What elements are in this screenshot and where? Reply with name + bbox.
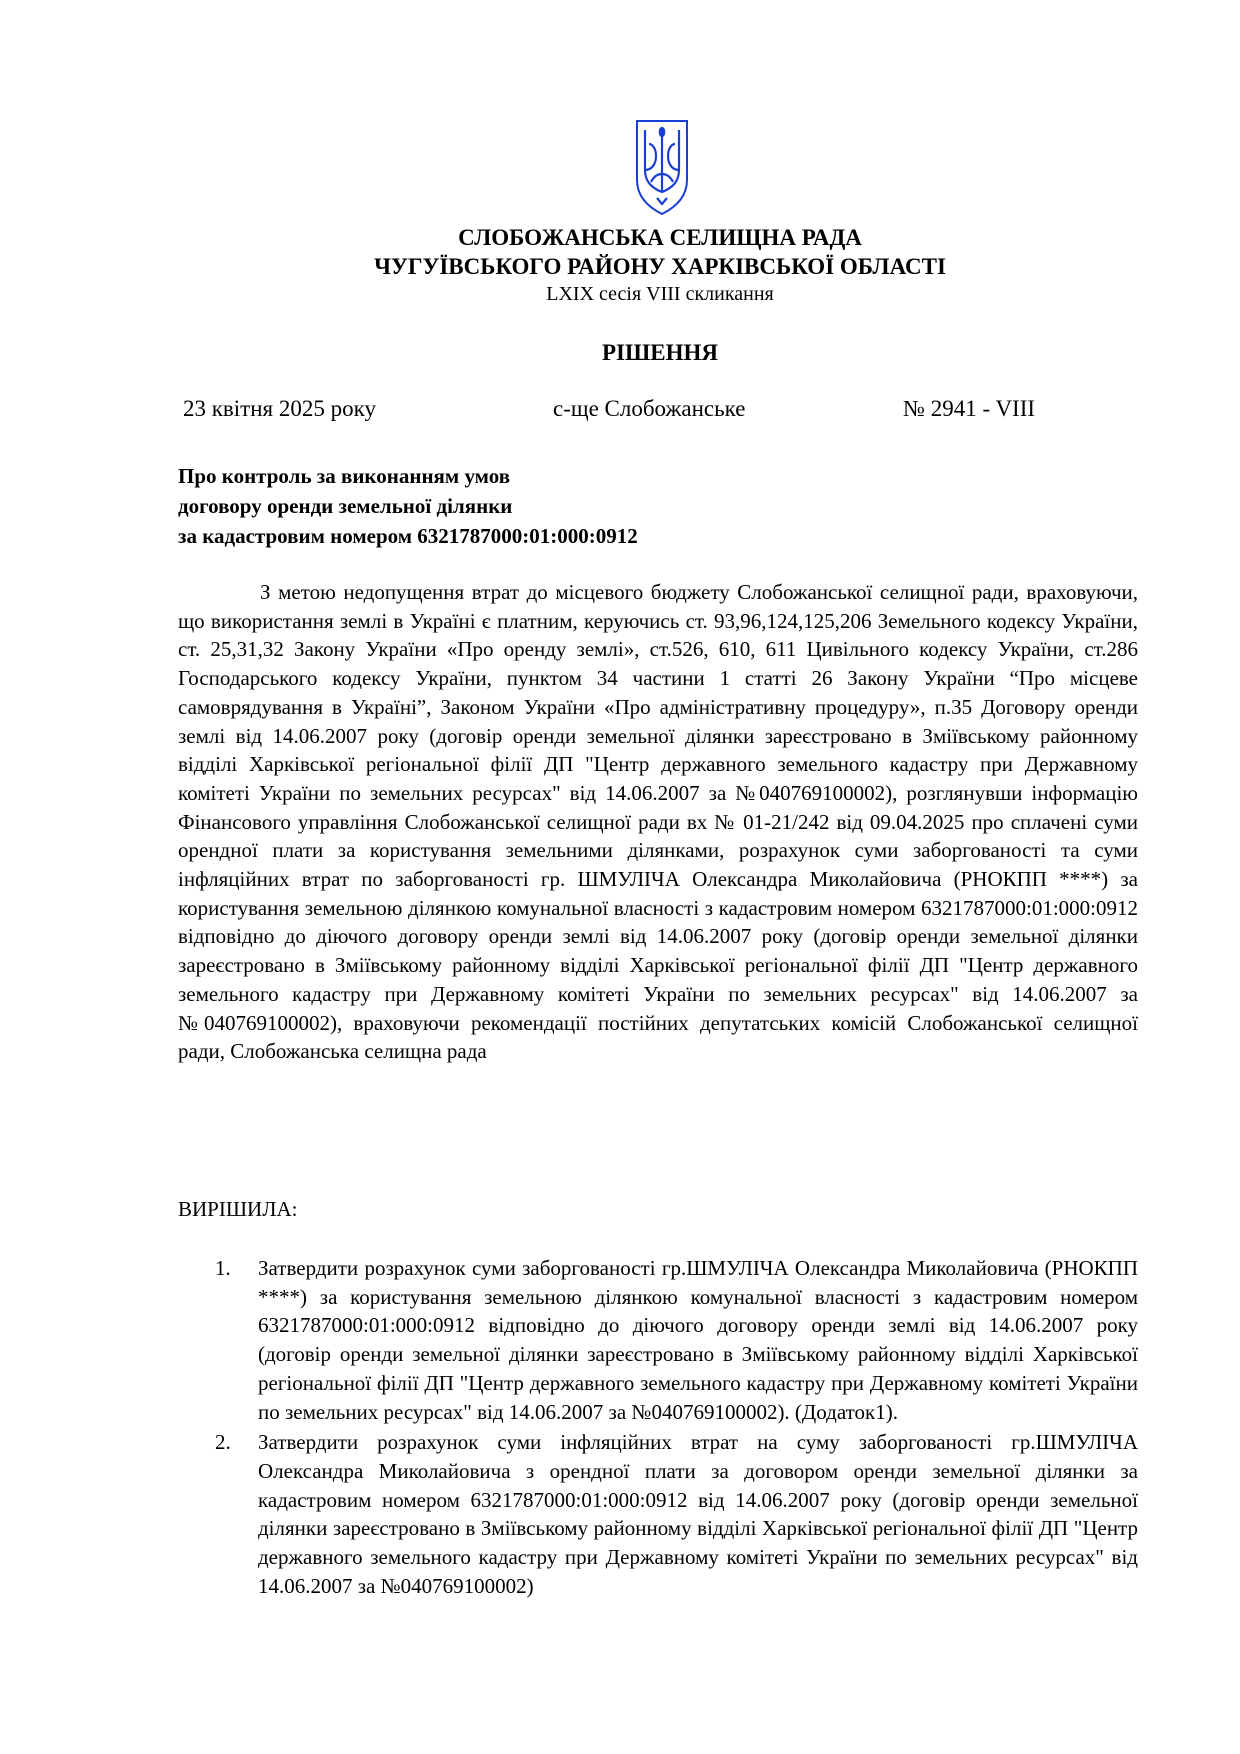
decision-place: с-ще Слобожанське: [553, 396, 746, 421]
list-item: [178, 1254, 1138, 1426]
document-type-title: РІШЕННЯ: [602, 340, 718, 365]
subject-line: Про контроль за виконанням умов: [178, 464, 511, 488]
resolved-heading: ВИРІШИЛА:: [178, 1197, 298, 1221]
subject-line: за кадастровим номером 6321787000:01:000:0912: [178, 524, 638, 548]
subject-line: договору оренди земельної ділянки: [178, 494, 513, 518]
session-line: LXIX сесія VIII скликання: [546, 283, 774, 305]
council-name: СЛОБОЖАНСЬКА СЕЛИЩНА РАДА: [458, 225, 862, 250]
district-name: ЧУГУЇВСЬКОГО РАЙОНУ ХАРКІВСЬКОЇ ОБЛАСТІ: [374, 254, 946, 279]
item-text: Затвердити розрахунок суми заборгованості гр.ШМУЛІЧА Олександра Миколайовича (РНОКПП ****) за користування земельною ділянкою комунальної власності з кадастровим номером 6321787000:01:000:0912 відповідно до діючого договору оренди землі від 14.06.2007 року (договір оренди земельної ділянки зареєстровано в Зміївському районному відділі Харківської регіональної філії ДП "Центр державного земельного кадастру при Державному комітеті України по земельних ресурсах" від 14.06.2007 за №040769100002). (Додаток1).: [258, 1256, 1138, 1424]
item-text: Затвердити розрахунок суми інфляційних втрат на суму заборгованості гр.ШМУЛІЧА Олександра Миколайовича з орендної плати за договором оренди земельної ділянки за кадастровим номером 6321787000:01:000:0912 від 14.06.2007 року (договір оренди земельної ділянки зареєстровано в Зміївському районному відділі Харківської регіональної філії ДП "Центр державного земельного кадастру при Державному комітеті України по земельних ресурсах" від 14.06.2007 за №040769100002): [258, 1430, 1138, 1598]
decision-items-list: [178, 1254, 1138, 1600]
item-number: 1.: [215, 1256, 231, 1280]
decision-number: № 2941 - VIII: [903, 396, 1036, 421]
preamble-paragraph: З метою недопущення втрат до місцевого бюджету Слобожанської селищної ради, враховуючи, що використання землі в Україні є платним, керуючись ст. 93,96,124,125,206 Земельного кодексу України, ст. 25,31,32 Закону України «Про оренду землі», ст.526, 610, 611 Цивільного кодексу України, ст.286 Господарського кодексу України, пунктом 34 частини 1 статті 26 Закону України “Про місцеве самоврядування в Україні”, Законом України «Про адміністративну процедуру», п.35 Договору оренди землі від 14.06.2007 року (договір оренди земельної ділянки зареєстровано в Зміївському районному відділі Харківської регіональної філії ДП "Центр державного земельного кадастру при Державному комітеті України по земельних ресурсах" від 14.06.2007 за №040769100002), розглянувши інформацію Фінансового управління Слобожанської селищної ради вх № 01-21/242 від 09.04.2025 про сплачені суми орендної плати за користування земельними ділянками, розрахунок суми заборгованості та суми інфляційних втрат по заборгованості гр. ШМУЛІЧА Олександра Миколайовича (РНОКПП ****) за користування земельною ділянкою комунальної власності з кадастровим номером 6321787000:01:000:0912 відповідно до діючого договору оренди землі від 14.06.2007 року (договір оренди земельної ділянки зареєстровано в Зміївському районному відділі Харківської регіональної філії ДП "Центр державного земельного кадастру при Державному комітеті України по земельних ресурсах" від 14.06.2007 за №040769100002), враховуючи рекомендації постійних депутатських комісій Слобожанської селищної ради, Слобожанська селищна рада: [178, 580, 1138, 1064]
list-item: [178, 1428, 1138, 1600]
decision-date: 23 квітня 2025 року: [183, 396, 376, 421]
decision-subject: [178, 461, 638, 551]
item-number: 2.: [215, 1430, 231, 1455]
coat-of-arms-icon: [634, 118, 690, 216]
